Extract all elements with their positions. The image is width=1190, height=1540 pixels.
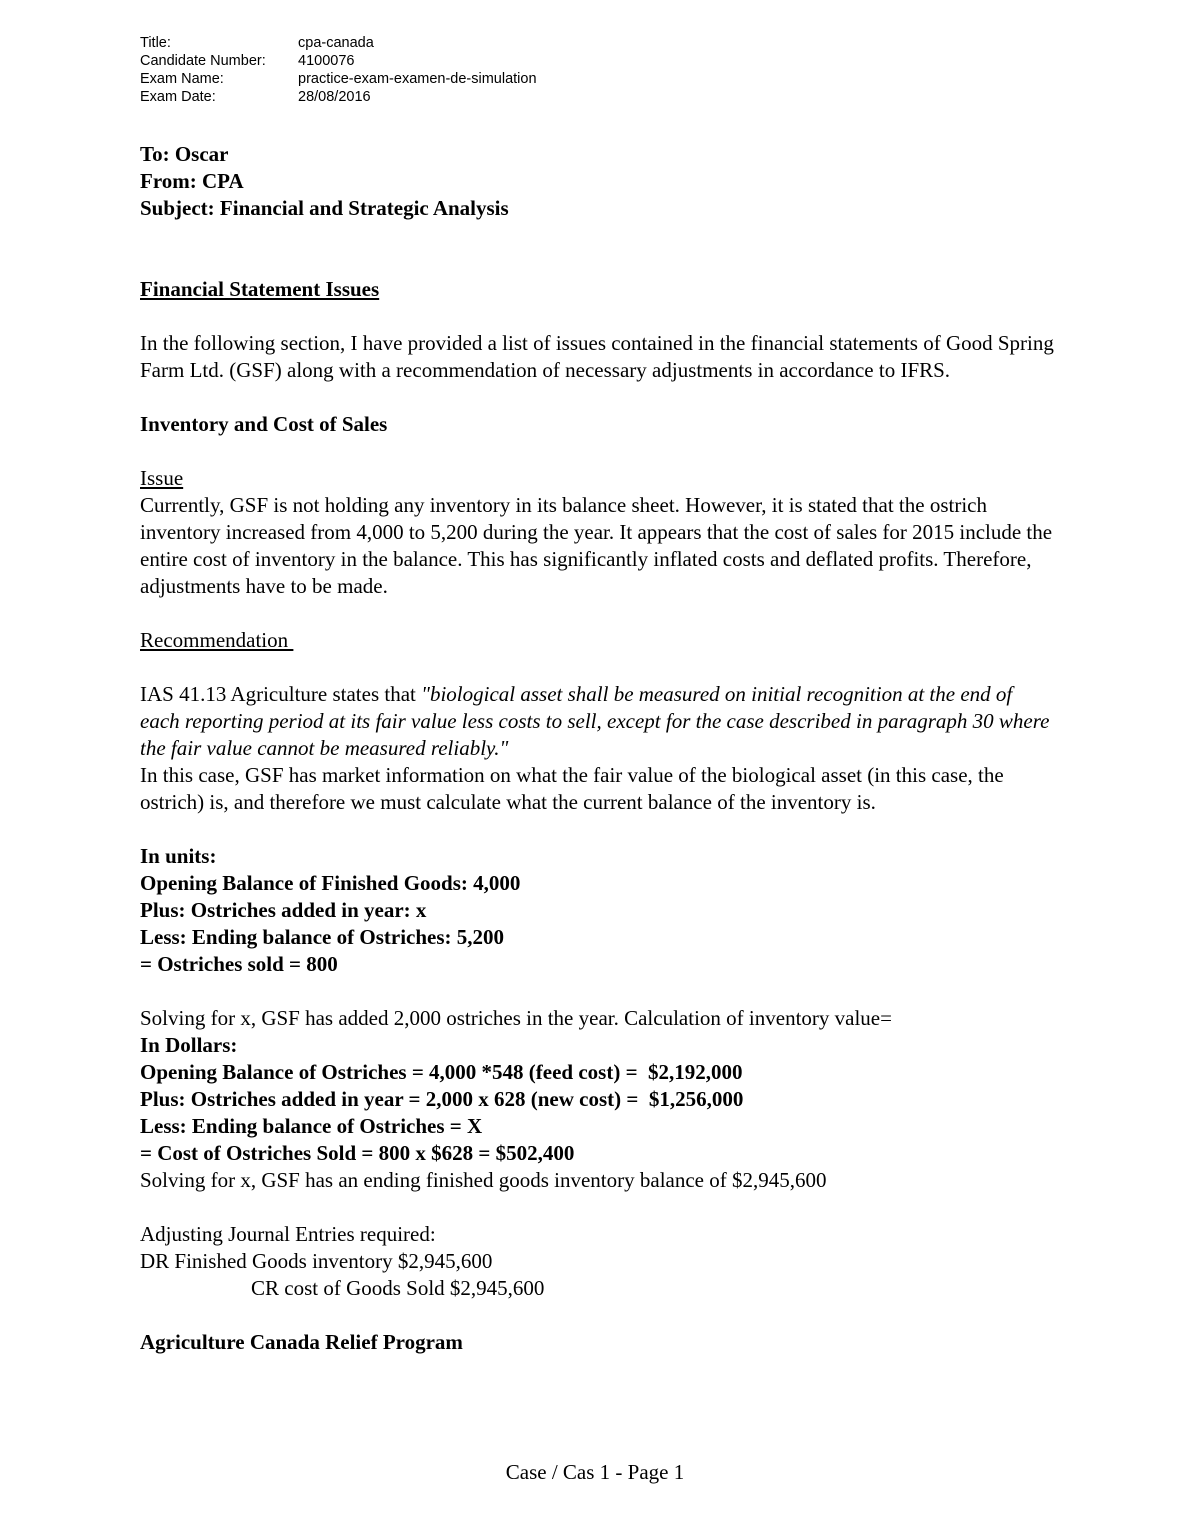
units-calc-line: Opening Balance of Finished Goods: 4,000 [140,871,521,895]
meta-label: Exam Date: [140,89,216,105]
ias-prefix: IAS 41.13 Agriculture states that [140,682,422,706]
meta-label: Exam Name: [140,71,224,87]
units-calc-line: In units: [140,844,217,868]
page-footer: Case / Cas 1 - Page 1 [505,1460,685,1484]
section-heading-inventory: Inventory and Cost of Sales [140,412,388,436]
issue-label: Issue [140,466,184,490]
meta-label: Candidate Number: [140,53,266,69]
memo-subject: Subject: Financial and Strategic Analysis [140,196,509,220]
dollars-calc-line: Less: Ending balance of Ostriches = X [140,1114,483,1138]
memo-to: To: Oscar [140,142,229,166]
meta-row-exam-name [140,70,537,88]
meta-value: 4100076 [298,53,355,69]
dollars-calc-line: Plus: Ostriches added in year = 2,000 x 628 (new cost) = $1,256,000 [140,1087,744,1111]
issue-paragraph: Currently, GSF is not holding any inventory in its balance sheet. However, it is stated that the ostrich inventory increased from 4,000 to 5,200 during the year. It appears that the cost of sales for 2015 include the entire cost of inventory in the balance. This has significantly inflated costs and deflated profits. Therefore, adjustments have to be made. [140,493,1053,598]
units-calc-line: Plus: Ostriches added in year: x [140,898,427,922]
dollars-calc-line: In Dollars: [140,1033,238,1057]
meta-label: Title: [140,35,171,51]
exam-metadata [140,34,537,106]
solving-units-text: Solving for x, GSF has added 2,000 ostriches in the year. Calculation of inventory value= [140,1006,892,1030]
aje-debit-line: DR Finished Goods inventory $2,945,600 [140,1249,493,1273]
units-calc-line: Less: Ending balance of Ostriches: 5,200 [140,925,505,949]
ias-paragraph [140,681,1055,762]
aje-credit-line: CR cost of Goods Sold $2,945,600 [251,1276,545,1300]
meta-row-exam-date [140,88,537,106]
recommendation-label: Recommendation [140,628,294,652]
meta-row-title [140,34,537,52]
intro-paragraph: In the following section, I have provided a list of issues contained in the financial statements of Good Spring Farm Ltd. (GSF) along with a recommendation of necessary adjustments in accordance to IFRS. [140,331,1054,382]
section-heading-fs-issues: Financial Statement Issues [140,277,380,301]
document-body [140,141,1055,1356]
meta-value: cpa-canada [298,35,374,51]
memo-from: From: CPA [140,169,244,193]
section-heading-agri-relief: Agriculture Canada Relief Program [140,1330,463,1354]
solving-dollars-text: Solving for x, GSF has an ending finished goods inventory balance of $2,945,600 [140,1168,827,1192]
ias-followup-paragraph: In this case, GSF has market information on what the fair value of the biological asset (in this case, the ostrich) is, and therefore we must calculate what the current balance of the inventory is. [140,763,1004,814]
aje-label: Adjusting Journal Entries required: [140,1222,436,1246]
meta-value: 28/08/2016 [298,89,371,105]
meta-row-candidate [140,52,537,70]
dollars-calc-line: = Cost of Ostriches Sold = 800 x $628 = $502,400 [140,1141,575,1165]
meta-value: practice-exam-examen-de-simulation [298,71,537,87]
dollars-calc-line: Opening Balance of Ostriches = 4,000 *548 (feed cost) = $2,192,000 [140,1060,743,1084]
ias-quote: "biological asset shall be measured on initial recognition at the end of each reporting period at its fair value less costs to sell, except for the case described in paragraph 30 where the fair value cannot be measured reliably." [140,682,1050,760]
units-calc-line: = Ostriches sold = 800 [140,952,338,976]
